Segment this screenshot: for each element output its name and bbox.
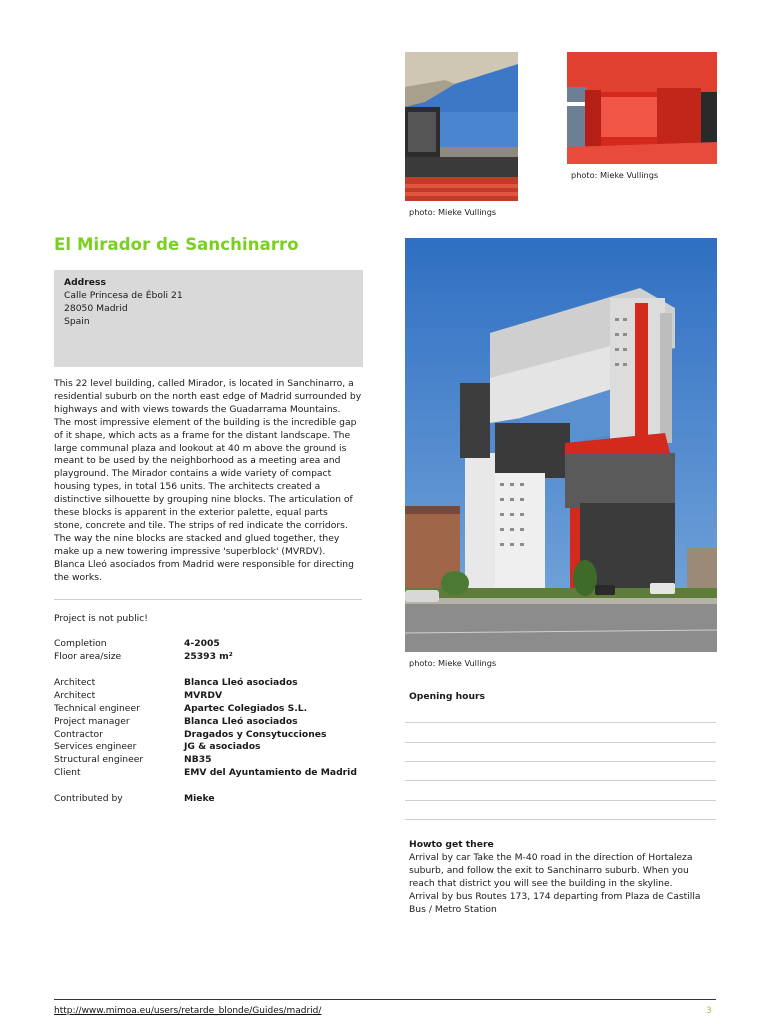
fact-value: Mieke (184, 793, 215, 804)
photo-top-right (567, 52, 717, 164)
description-line: large communal plaza and lookout at 40 m above the ground is (54, 442, 347, 454)
description-line: The way the nine blocks are stacked and glued together, they (54, 532, 340, 544)
fact-row (54, 753, 374, 766)
description-line: of it shape, which acts as a frame for the distant landscape. The (54, 429, 351, 441)
opening-hours-line (405, 761, 716, 762)
fact-label: Technical engineer (54, 702, 140, 714)
description-line: the works. (54, 571, 102, 583)
divider (54, 599, 362, 600)
fact-row (54, 689, 374, 702)
photo-main (405, 238, 717, 652)
address-line-2: 28050 Madrid (64, 303, 128, 314)
photo-top-right-image (567, 52, 717, 164)
public-note: Project is not public! (54, 613, 148, 624)
fact-value: 25393 m² (184, 650, 233, 662)
fact-value: Blanca Lleó asociados (184, 715, 298, 727)
photo-main-caption: photo: Mieke Vullings (409, 658, 497, 668)
description-line: residential suburb on the north east edge of Madrid surrounded by (54, 390, 362, 402)
fact-row (54, 792, 374, 805)
description-line: playground. The Mirador contains a wide variety of compact (54, 468, 332, 480)
description-line: meant to be used by the neighborhood as a meeting area and (54, 455, 341, 467)
howto-section (409, 838, 719, 916)
opening-hours-label: Opening hours (409, 691, 486, 702)
page-number: 3 (706, 1006, 712, 1016)
description-line: The most impressive element of the building is the incredible gap (54, 416, 357, 428)
fact-value: MVRDV (184, 689, 223, 701)
howto-label: Howto get there (409, 839, 494, 850)
howto-line: Bus / Metro Station (409, 904, 497, 915)
fact-row (54, 676, 374, 689)
opening-hours-line (405, 819, 716, 820)
fact-value: JG & asociados (184, 741, 261, 753)
fact-label: Structural engineer (54, 754, 144, 766)
fact-label: Architect (54, 689, 96, 701)
description-line: distinctive silhouette by grouping nine blocks. The articulation of (54, 494, 353, 506)
fact-row (54, 728, 374, 741)
opening-hours-line (405, 800, 716, 801)
address-label: Address (64, 277, 106, 288)
opening-hours-line (405, 722, 716, 723)
description-line: Blanca Lleó asociados from Madrid were responsible for directing (54, 558, 354, 570)
fact-row (54, 740, 374, 753)
facts-completion (54, 637, 374, 663)
description-line: make up a new towering impressive 'superblock' (MVRDV). (54, 545, 326, 557)
fact-label: Architect (54, 677, 96, 688)
facts-credits (54, 676, 374, 779)
fact-row (54, 637, 374, 650)
fact-label: Floor area/size (54, 650, 122, 662)
opening-hours-line (405, 780, 716, 781)
description-line: stone, concrete and tile. The strips of red indicate the corridors. (54, 519, 348, 531)
photo-top-right-caption: photo: Mieke Vullings (571, 170, 659, 180)
description-line: housing types, in total 156 units. The architects created a (54, 481, 321, 493)
howto-line: Arrival by car Take the M-40 road in the direction of Hortaleza (409, 852, 693, 863)
description-line: highways and with views towards the Guadarrama Mountains. (54, 403, 341, 415)
howto-line: Arrival by bus Routes 173, 174 departing from Plaza de Castilla (409, 891, 701, 902)
fact-row (54, 650, 374, 663)
photo-top-left-caption: photo: Mieke Vullings (409, 207, 497, 217)
address-line-3: Spain (64, 316, 90, 327)
fact-row (54, 702, 374, 715)
footer-divider (54, 999, 716, 1000)
address-line-1: Calle Princesa de Éboli 21 (64, 290, 183, 301)
opening-hours-line (405, 742, 716, 743)
page-title: El Mirador de Sanchinarro (54, 235, 299, 254)
photo-top-left (405, 52, 518, 201)
fact-value: EMV del Ayuntamiento de Madrid (184, 767, 357, 779)
address-box (54, 270, 363, 367)
description-line: This 22 level building, called Mirador, is located in Sanchinarro, a (54, 378, 354, 389)
photo-top-left-image (405, 52, 518, 201)
facts-contributor (54, 792, 374, 805)
howto-line: suburb, and follow the exit to Sanchinarro suburb. When you (409, 865, 689, 876)
fact-value: Apartec Colegiados S.L. (184, 702, 308, 714)
description-line: these blocks is apparent in the exterior palette, equal parts (54, 507, 328, 519)
fact-label: Completion (54, 638, 107, 649)
fact-value: 4-2005 (184, 638, 220, 649)
photo-main-image (405, 238, 717, 652)
fact-label: Client (54, 767, 81, 779)
fact-value: Dragados y Consytucciones (184, 728, 327, 740)
footer-url-link[interactable]: http://www.mimoa.eu/users/retarde_blonde/Guides/madrid/ (54, 1006, 322, 1016)
description (54, 378, 366, 585)
fact-value: NB35 (184, 754, 212, 766)
fact-row (54, 766, 374, 779)
fact-value: Blanca Lleó asociados (184, 677, 298, 688)
fact-label: Contractor (54, 728, 103, 740)
fact-label: Contributed by (54, 793, 123, 804)
fact-label: Services engineer (54, 741, 137, 753)
fact-label: Project manager (54, 715, 130, 727)
howto-line: reach that district you will see the building in the skyline. (409, 878, 673, 889)
fact-row (54, 715, 374, 728)
